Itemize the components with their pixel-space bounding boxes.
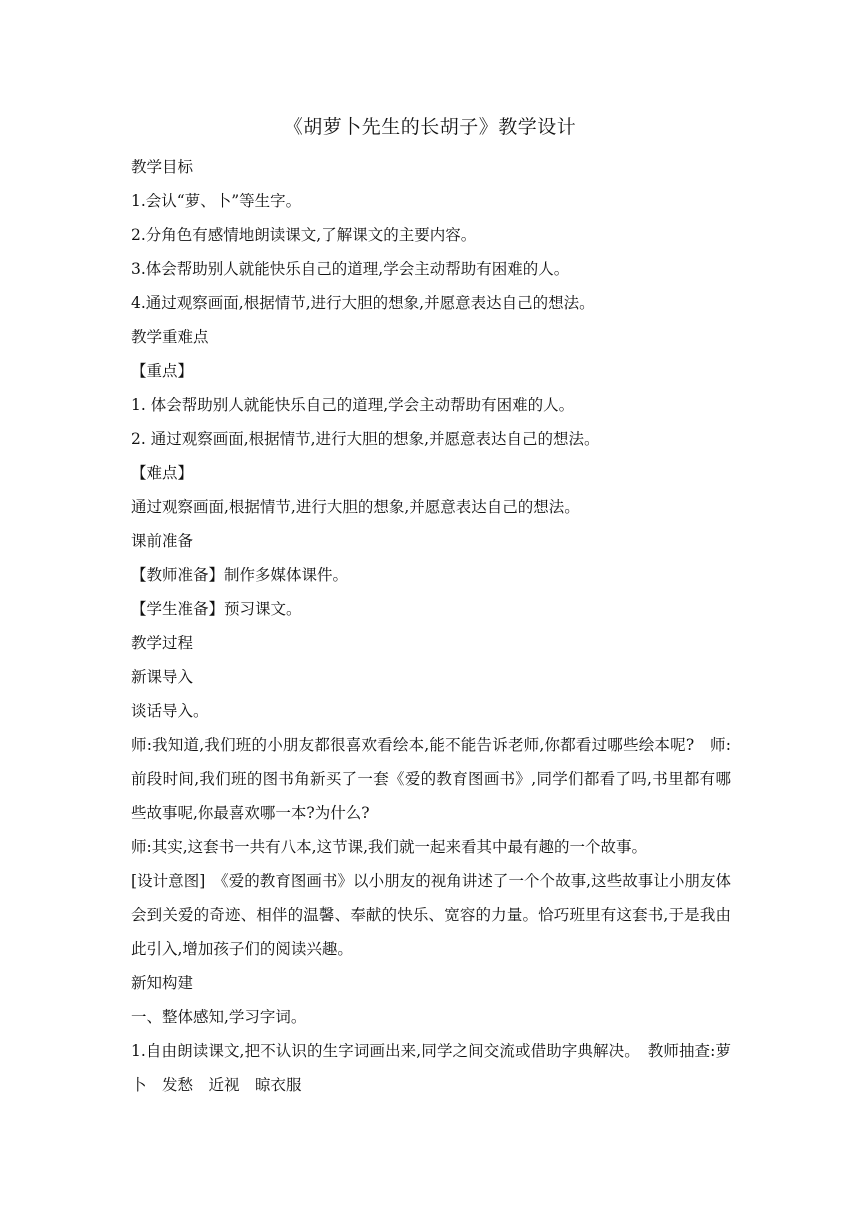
subheading-difficult-points: 【难点】 (131, 464, 194, 482)
goal-item-4: 4.通过观察画面,根据情节,进行大胆的想象,并愿意表达自己的想法。 (131, 294, 595, 312)
goal-item-3: 3.体会帮助别人就能快乐自己的道理,学会主动帮助有困难的人。 (131, 260, 570, 278)
teacher-dialogue-paragraph-1: 师:我知道,我们班的小朋友都很喜欢看绘本,能不能告诉老师,你都看过哪些绘本呢? 师:前段时间,我们班的图书角新买了一套《爱的教育图画书》,同学们都看了吗,书里都有哪些故事呢,你最喜欢哪一本?为什么? (131, 736, 731, 822)
goal-item-1: 1.会认“萝、卜”等生字。 (131, 192, 302, 210)
key-point-1: 1. 体会帮助别人就能快乐自己的道理,学会主动帮助有困难的人。 (131, 396, 575, 414)
difficult-point-text: 通过观察画面,根据情节,进行大胆的想象,并愿意表达自己的想法。 (131, 498, 580, 516)
teacher-dialogue-paragraph-2: 师:其实,这套书一共有八本,这节课,我们就一起来看其中最有趣的一个故事。 (131, 838, 648, 856)
goal-item-2: 2.分角色有感情地朗读课文,了解课文的主要内容。 (131, 226, 477, 244)
design-intent-paragraph: [设计意图] 《爱的教育图画书》以小朋友的视角讲述了一个个故事,这些故事让小朋友体会到关爱的奇迹、相伴的温馨、奉献的快乐、宽容的力量。恰巧班里有这套书,于是我由此引入,增加孩子们的阅读兴趣。 (131, 872, 731, 958)
heading-preparation: 课前准备 (131, 532, 194, 550)
heading-new-knowledge: 新知构建 (131, 974, 194, 992)
heading-teaching-process: 教学过程 (131, 634, 194, 652)
step-1-paragraph: 1.自由朗读课文,把不认识的生字词画出来,同学之间交流或借助字典解决。 教师抽查:萝卜 发愁 近视 晾衣服 (131, 1042, 731, 1094)
heading-key-difficult-points: 教学重难点 (131, 328, 209, 346)
intro-method: 谈话导入。 (131, 702, 209, 720)
document-body (131, 150, 731, 1102)
teacher-preparation: 【教师准备】制作多媒体课件。 (131, 566, 349, 584)
heading-lesson-intro: 新课导入 (131, 668, 194, 686)
subheading-key-points: 【重点】 (131, 362, 194, 380)
heading-section-1: 一、整体感知,学习字词。 (131, 1008, 307, 1026)
student-preparation: 【学生准备】预习课文。 (131, 600, 302, 618)
key-point-2: 2. 通过观察画面,根据情节,进行大胆的想象,并愿意表达自己的想法。 (131, 430, 600, 448)
document-title: 《胡萝卜先生的长胡子》教学设计 (283, 116, 577, 138)
heading-teaching-goals: 教学目标 (131, 158, 194, 176)
